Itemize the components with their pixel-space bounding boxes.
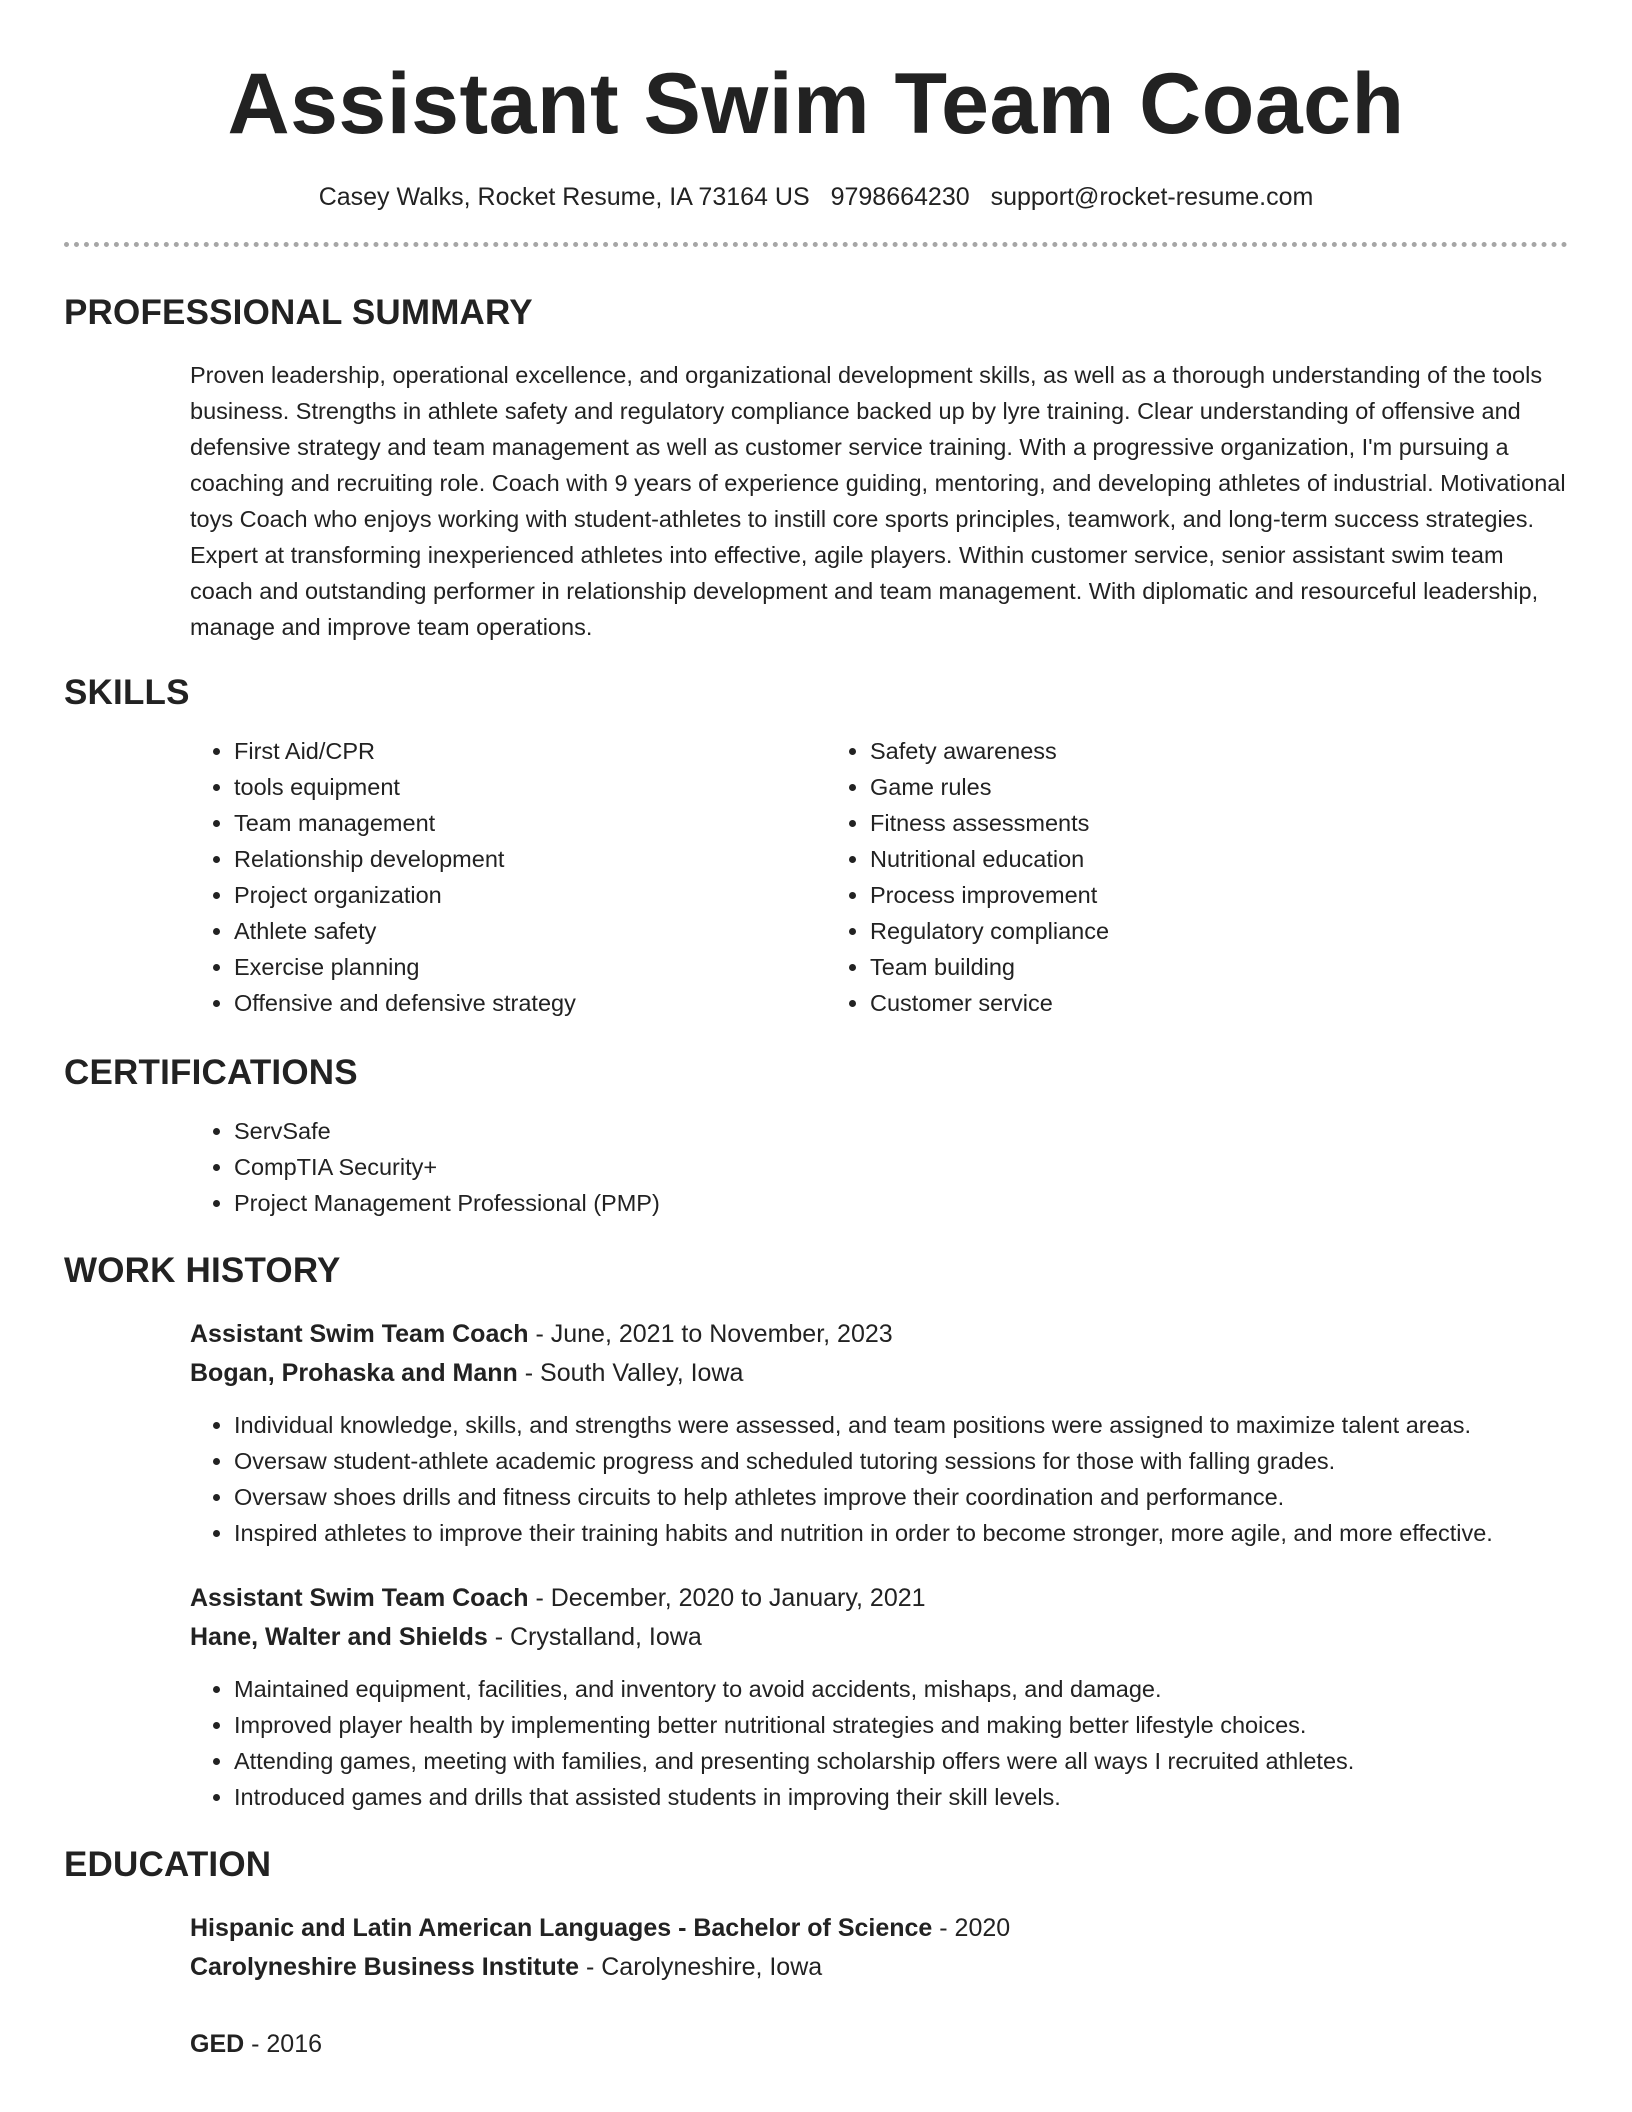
certification-item: • CompTIA Security+: [234, 1149, 1568, 1185]
education-year: - 2020: [932, 1914, 1011, 1942]
job-company: Hane, Walter and Shields: [190, 1623, 488, 1651]
skill-item: • Customer service: [870, 985, 1462, 1021]
certification-item: • Project Management Professional (PMP): [234, 1185, 1568, 1221]
education-school: Carolyneshire Business Institute: [190, 1953, 580, 1981]
education-entry: [190, 2025, 1568, 2064]
skill-item: • Athlete safety: [234, 913, 826, 949]
education-degree-line: [190, 2025, 1568, 2064]
skill-item: • Safety awareness: [870, 733, 1462, 769]
job-title: Assistant Swim Team Coach: [190, 1320, 529, 1348]
education-degree: GED: [190, 2030, 245, 2058]
skill-item: • Fitness assessments: [870, 805, 1462, 841]
certification-item: • ServSafe: [234, 1113, 1568, 1149]
job-entry: [190, 1315, 1568, 1551]
job-entry: [190, 1579, 1568, 1815]
job-title-line: [190, 1579, 1568, 1618]
skill-item: • Process improvement: [870, 877, 1462, 913]
contact-address: Casey Walks, Rocket Resume, IA 73164 US: [318, 183, 810, 211]
education-school-line: [190, 1948, 1568, 1987]
job-bullet: • Attending games, meeting with families, and presenting scholarship offers were all ways I recruited athletes.: [234, 1743, 1568, 1779]
job-title-line: [190, 1315, 1568, 1354]
skills-heading: SKILLS: [64, 673, 190, 712]
job-bullet: • Improved player health by implementing better nutritional strategies and making better lifestyle choices.: [234, 1707, 1568, 1743]
skill-item: • First Aid/CPR: [234, 733, 826, 769]
education-degree: Hispanic and Latin American Languages - Bachelor of Science: [190, 1914, 933, 1942]
job-company-line: [190, 1354, 1568, 1393]
certifications-list: [190, 1113, 1568, 1221]
education-year: - 2016: [244, 2030, 323, 2058]
education-entry: [190, 1909, 1568, 1987]
skill-item: • Relationship development: [234, 841, 826, 877]
job-location: - South Valley, Iowa: [517, 1359, 744, 1387]
certifications-heading: CERTIFICATIONS: [64, 1053, 358, 1092]
education-heading: EDUCATION: [64, 1845, 272, 1884]
skills-list-left: [190, 733, 826, 1021]
job-company-line: [190, 1618, 1568, 1657]
contact-email: support@rocket-resume.com: [990, 183, 1314, 211]
skill-item: • Team building: [870, 949, 1462, 985]
job-bullet: • Inspired athletes to improve their training habits and nutrition in order to become stronger, more agile, and more effective.: [234, 1515, 1568, 1551]
education-degree-line: [190, 1909, 1568, 1948]
skill-item: • Project organization: [234, 877, 826, 913]
summary-text: Proven leadership, operational excellence, and organizational development skills, as well as a thorough understanding of the tools business. Strengths in athlete safety and regulatory compliance backed up by lyre training. Clear understanding of offensive and defensive strategy and team management as well as customer service training. With a progressive organization, I'm pursuing a coaching and recruiting role. Coach with 9 years of experience guiding, mentoring, and developing athletes of industrial. Motivational toys Coach who enjoys working with student-athletes to instill core sports principles, teamwork, and long-term success strategies. Expert at transforming inexperienced athletes into effective, agile players. Within customer service, senior assistant swim team coach and outstanding performer in relationship development and team management. With diplomatic and resourceful leadership, manage and improve team operations.: [190, 362, 1566, 640]
skill-item: • tools equipment: [234, 769, 826, 805]
summary-heading: PROFESSIONAL SUMMARY: [64, 293, 533, 332]
work-history-heading: WORK HISTORY: [64, 1251, 341, 1290]
job-company: Bogan, Prohaska and Mann: [190, 1359, 518, 1387]
skill-item: • Game rules: [870, 769, 1462, 805]
education-location: - Carolyneshire, Iowa: [579, 1953, 823, 1981]
skill-item: • Regulatory compliance: [870, 913, 1462, 949]
contact-phone: 9798664230: [830, 183, 970, 211]
job-bullet: • Introduced games and drills that assisted students in improving their skill levels.: [234, 1779, 1568, 1815]
job-location: - Crystalland, Iowa: [487, 1623, 702, 1651]
job-bullets: [190, 1407, 1568, 1551]
skills-columns: [190, 733, 1568, 1021]
job-bullet: • Oversaw shoes drills and fitness circuits to help athletes improve their coordination and performance.: [234, 1479, 1568, 1515]
job-dates: - June, 2021 to November, 2023: [528, 1320, 893, 1348]
resume-title: Assistant Swim Team Coach: [227, 56, 1405, 152]
contact-line: [64, 180, 1568, 214]
skills-list-right: [826, 733, 1462, 1021]
header-divider: [64, 242, 1568, 247]
job-bullets: [190, 1671, 1568, 1815]
skill-item: • Offensive and defensive strategy: [234, 985, 826, 1021]
job-bullet: • Individual knowledge, skills, and strengths were assessed, and team positions were assigned to maximize talent areas.: [234, 1407, 1568, 1443]
skill-item: • Exercise planning: [234, 949, 826, 985]
job-dates: - December, 2020 to January, 2021: [528, 1584, 926, 1612]
job-bullet: • Oversaw student-athlete academic progress and scheduled tutoring sessions for those with falling grades.: [234, 1443, 1568, 1479]
job-bullet: • Maintained equipment, facilities, and inventory to avoid accidents, mishaps, and damage.: [234, 1671, 1568, 1707]
job-title: Assistant Swim Team Coach: [190, 1584, 529, 1612]
skill-item: • Nutritional education: [870, 841, 1462, 877]
skill-item: • Team management: [234, 805, 826, 841]
